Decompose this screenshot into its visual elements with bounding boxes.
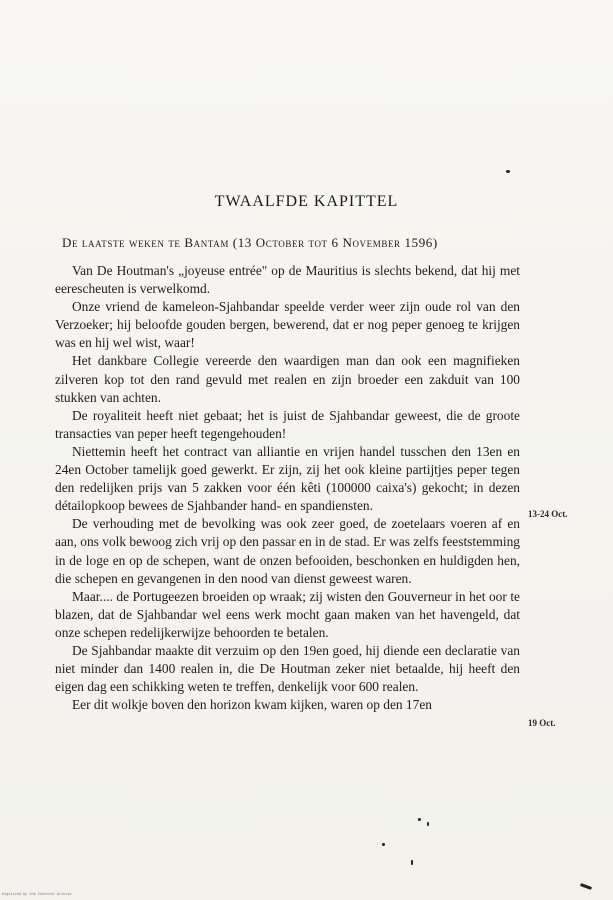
chapter-subtitle: De laatste weken te Bantam (13 October tot 6 November 1596) (62, 235, 438, 250)
margin-note-13-24-oct: 13-24 Oct. (528, 509, 568, 519)
body-text (55, 262, 520, 714)
chapter-title: TWAALFDE KAPITTEL (214, 193, 399, 210)
margin-note-19-oct: 19 Oct. (528, 718, 556, 728)
paragraph-1: Van De Houtman's „joyeuse entrée" op de Mauritius is slechts bekend, dat hij met eerescheuten is verwelkomd. (55, 263, 520, 297)
paragraph-4: De royaliteit heeft niet gebaat; het is juist de Sjahbandar geweest, die de groote transacties van peper heeft tegengehouden! (55, 407, 520, 441)
paragraph-8: De Sjahbandar maakte dit verzuim op den 19en goed, hij diende een declaratie van niet minder dan 1400 realen in, die De Houtman zeker niet betaalde, hij heeft den eigen dag een schikking weten te treffen, denkelijk voor 600 realen. (55, 642, 520, 695)
scan-speck (580, 883, 592, 890)
scan-footer-label: Digitized by the Internet Archive (2, 892, 72, 896)
scan-speck (382, 843, 385, 846)
paragraph-9: Eer dit wolkje boven den horizon kwam kijken, waren op den 17en (72, 697, 432, 713)
scan-speck (506, 170, 510, 173)
paragraph-6: De verhouding met de bevolking was ook zeer goed, de zoetelaars voeren af en aan, ons volk bewoog zich vrij op den passar en in de stad. Er was zelfs feeststemming in de loge en op de schepen, want de onzen befooiden, beschonken en huldigden hen, die schepen en gevangenen in den nood van dienst geweest waren. (55, 516, 520, 586)
paragraph-7: Maar.... de Portugeezen broeiden op wraak; zij wisten den Gouverneur in het oor te blazen, dat de Sjahbandar wel eens werk mocht gaan maken van het havengeld, dat onze schepen redelijkerwijze behoorden te betalen. (55, 588, 520, 640)
scan-speck (427, 822, 429, 826)
paragraph-2: Onze vriend de kameleon-Sjahbandar speelde verder weer zijn oude rol van den Verzoeker; hij beloofde gouden bergen, bewerend, dat er nog peper genoeg te krijgen was en hij wel wist, waar! (55, 299, 520, 351)
scan-speck (411, 860, 413, 865)
paragraph-3: Het dankbare Collegie vereerde den waardigen man dan ook een magnifieken zilveren kop tot den rand gevuld met realen en zijn broeder een zakduit van 100 stukken van achten. (55, 353, 520, 405)
paragraph-5: Niettemin heeft het contract van alliantie en vrijen handel tusschen den 13en en 24en October tamelijk goed gewerkt. Er zijn, zij het ook kleine partijtjes peper tegen den redelijken prijs van 5 zakken voor één kêti (100000 caixa's) gekocht; in dezen détailopkoop bewees de Sjahbander hand- en spandiensten. (55, 443, 520, 514)
scan-speck (418, 818, 421, 821)
